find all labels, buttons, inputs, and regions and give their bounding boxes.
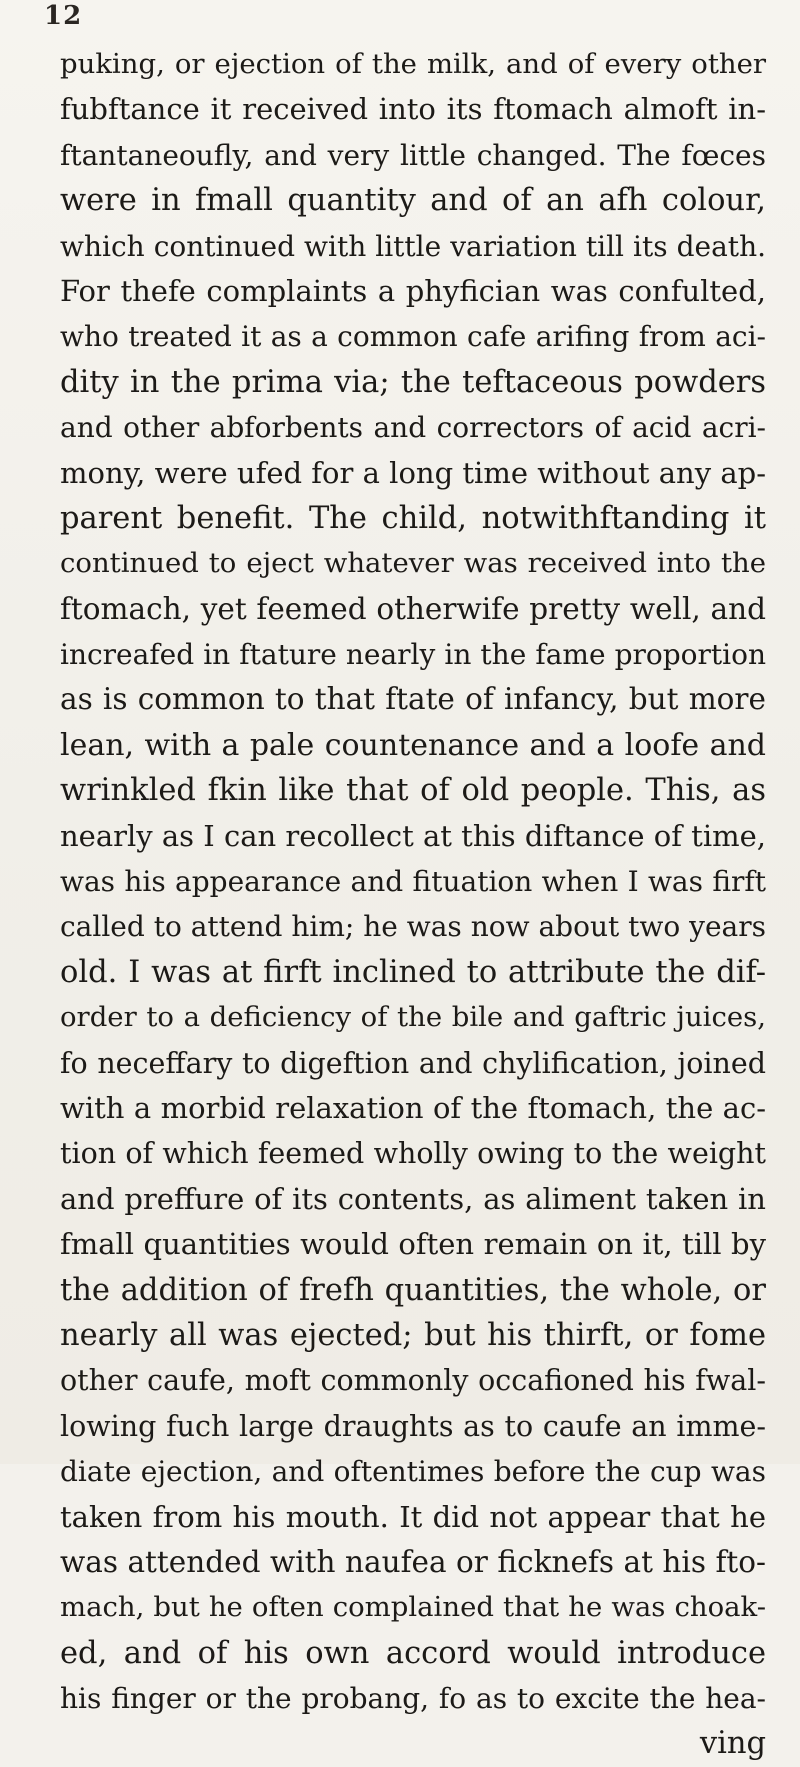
- text-line: nearly all was ejected; but his thirft, or fome: [60, 1317, 766, 1353]
- text-line: parent benefit. The child, notwithftanding it: [60, 500, 766, 536]
- page-number: 12: [44, 1, 83, 31]
- text-line: the addition of frefh quantities, the whole, or: [60, 1272, 766, 1308]
- text-line: and other abforbents and correctors of acid acri-: [60, 411, 766, 445]
- text-line: ftomach, yet feemed otherwife pretty well, and: [60, 591, 766, 626]
- text-line: ed, and of his own accord would introduce: [60, 1635, 766, 1671]
- text-line: were in fmall quantity and of an afh colour,: [60, 183, 766, 219]
- text-line: wrinkled fkin like that of old people. This, as: [60, 773, 766, 809]
- text-line: was his appearance and fituation when I was firft: [60, 865, 766, 899]
- text-line: For thefe complaints a phyfician was confulted,: [60, 273, 766, 308]
- text-line: lean, with a pale countenance and a loofe and: [60, 727, 766, 763]
- text-line: and preffure of its contents, as aliment taken in: [60, 1181, 766, 1216]
- text-line: fo neceffary to digeftion and chylification, joined: [60, 1046, 766, 1080]
- text-line: as is common to that ftate of infancy, but more: [60, 682, 766, 717]
- text-line: diate ejection, and oftentimes before the cup was: [60, 1455, 766, 1489]
- text-line: which continued with little variation till its death.: [60, 229, 766, 263]
- text-line: lowing fuch large draughts as to caufe an imme-: [60, 1409, 766, 1443]
- text-line: was attended with naufea or ficknefs at his fto-: [60, 1544, 766, 1579]
- catchword: ving: [699, 1726, 766, 1762]
- text-line: other caufe, moft commonly occafioned his fwal-: [60, 1364, 766, 1398]
- text-line: nearly as I can recollect at this diftance of time,: [60, 818, 766, 853]
- text-line: fubftance it received into its ftomach almoft in-: [60, 92, 766, 127]
- text-line: called to attend him; he was now about two years: [60, 910, 766, 944]
- text-line: who treated it as a common cafe arifing from aci-: [60, 320, 766, 354]
- text-line: mach, but he often complained that he was choak-: [60, 1591, 766, 1624]
- text-line: dity in the prima via; the teftaceous powders: [60, 364, 766, 400]
- text-line: taken from his mouth. It did not appear that he: [60, 1499, 766, 1534]
- text-line: order to a deficiency of the bile and gaftric juices,: [60, 1001, 766, 1034]
- text-line: increafed in ftature nearly in the fame proportion: [60, 638, 766, 672]
- text-line: ftantaneoufly, and very little changed. The fœces: [60, 138, 766, 172]
- text-line: tion of which feemed wholly owing to the weight: [60, 1137, 766, 1171]
- text-line: old. I was at firft inclined to attribute the dif-: [60, 954, 766, 990]
- text-line: fmall quantities would often remain on it, till by: [60, 1227, 766, 1262]
- body-text: [60, 42, 766, 1767]
- text-line: with a morbid relaxation of the ftomach, the ac-: [60, 1090, 766, 1125]
- text-line: continued to eject whatever was received into the: [60, 547, 766, 580]
- text-line: puking, or ejection of the milk, and of every other: [60, 48, 766, 80]
- text-line: his finger or the probang, fo as to excite the hea-: [60, 1682, 766, 1716]
- text-line: mony, were ufed for a long time without any ap-: [60, 455, 766, 490]
